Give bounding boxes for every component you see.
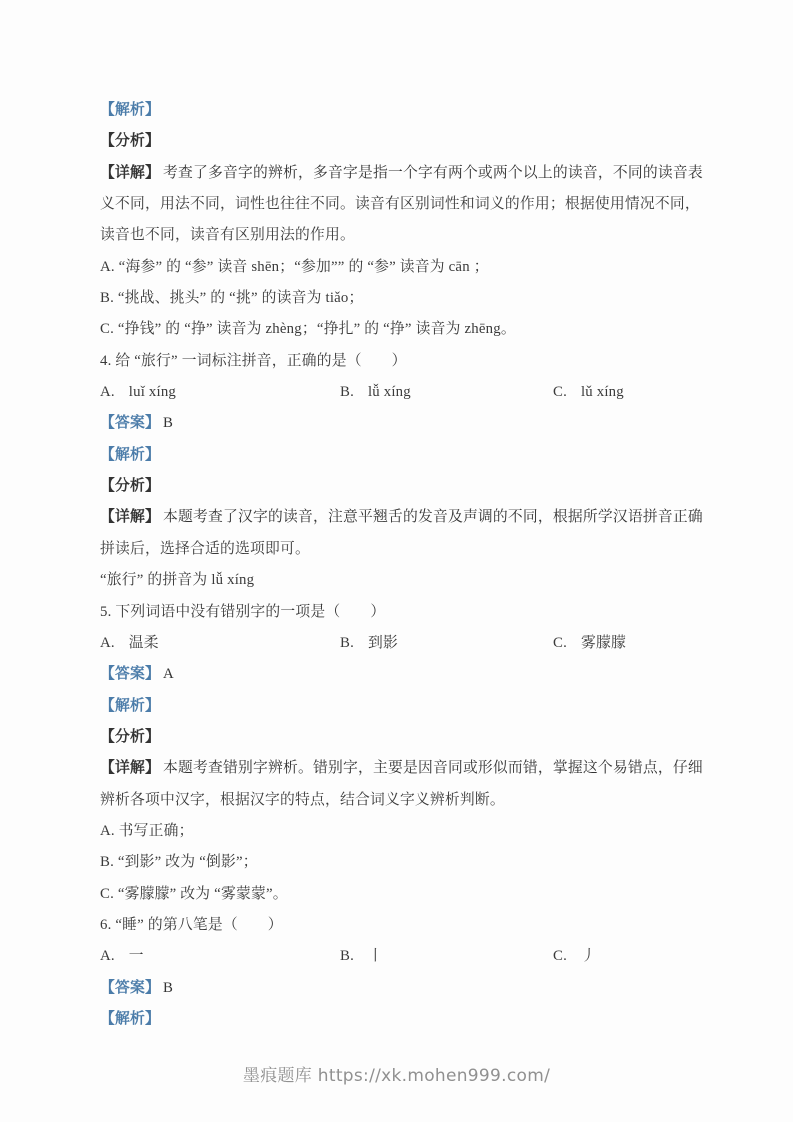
text-line: 拼读后，选择合适的选项即可。 xyxy=(100,540,310,557)
label-rest-text: 考查了多音字的辨析，多音字是指一个字有两个或两个以上的读音，不同的读音表 xyxy=(163,164,703,181)
text-line: 5. 下列词语中没有错别字的一项是（ ） xyxy=(100,603,386,620)
option-text: lǔ xíng xyxy=(580,384,624,401)
label-rest-text: B xyxy=(163,415,174,432)
text-line: 读音也不同，读音有区别用法的作用。 xyxy=(100,227,355,244)
bracket-label: 【详解】 xyxy=(100,760,160,777)
text-line: C. “雾朦朦” 改为 “雾蒙蒙”。 xyxy=(100,885,288,902)
option-text: 雾朦朦 xyxy=(580,634,626,651)
option-c xyxy=(553,628,626,659)
answer-line xyxy=(100,659,700,690)
option-letter: B. xyxy=(340,948,354,965)
bracket-label: 【详解】 xyxy=(100,164,160,181)
option-text: 丿 xyxy=(580,948,596,965)
answer-line xyxy=(100,408,700,439)
label-rest-text: A xyxy=(163,666,174,683)
bracket-label: 【解析】 xyxy=(100,102,160,118)
bracket-label: 【解析】 xyxy=(100,446,160,463)
section-label-line xyxy=(100,722,700,753)
text-line: “旅行” 的拼音为 lǚ xíng xyxy=(100,572,255,589)
options-row xyxy=(100,628,700,659)
option-letter: C. xyxy=(553,634,567,651)
label-rest-text: 本题考查错别字辨析。错别字，主要是因音同或形似而错，掌握这个易错点，仔细 xyxy=(163,760,703,777)
option-b xyxy=(340,377,411,408)
option-a xyxy=(100,377,176,408)
section-label-line xyxy=(100,1004,700,1035)
option-letter: A. xyxy=(100,634,115,651)
label-rest-text: B xyxy=(163,979,174,996)
answer-line xyxy=(100,158,703,189)
option-c xyxy=(553,941,596,972)
section-label-line xyxy=(100,471,700,502)
option-text: 到影 xyxy=(367,634,398,651)
option-a xyxy=(100,628,159,659)
watermark-text: 墨痕题库 https://xk.mohen999.com/ xyxy=(242,1066,551,1086)
bracket-label: 【解析】 xyxy=(100,697,160,714)
bracket-label: 【解析】 xyxy=(100,1010,160,1027)
option-text: 温柔 xyxy=(128,634,159,651)
options-row xyxy=(100,377,700,408)
text-line: 义不同，用法不同，词性也往往不同。读音有区别词性和词义的作用；根据使用情况不同， xyxy=(100,196,700,213)
option-b xyxy=(340,628,398,659)
section-label-line xyxy=(100,691,700,722)
option-text: lǚ xíng xyxy=(367,384,411,401)
bracket-label: 【答案】 xyxy=(100,979,160,996)
text-line: B. “到影” 改为 “倒影”； xyxy=(100,854,258,871)
bracket-label: 【分析】 xyxy=(100,478,160,495)
bracket-label: 【答案】 xyxy=(100,666,160,683)
option-letter: A. xyxy=(100,948,115,965)
option-letter: A. xyxy=(100,384,115,401)
option-b xyxy=(340,941,383,972)
text-line: B. “挑战、挑头” 的 “挑” 的读音为 tiǎo； xyxy=(100,290,364,307)
bracket-label: 【分析】 xyxy=(100,728,160,745)
answer-line xyxy=(100,973,700,1004)
section-label-line xyxy=(100,95,700,126)
options-row xyxy=(100,941,700,972)
section-label-line xyxy=(100,440,700,471)
option-letter: C. xyxy=(553,384,567,401)
text-line: C. “挣钱” 的 “挣” 读音为 zhèng；“挣扎” 的 “挣” 读音为 zhēng。 xyxy=(100,321,516,338)
option-text: 丨 xyxy=(367,948,383,965)
option-a xyxy=(100,941,144,972)
option-c xyxy=(553,377,624,408)
text-line: 4. 给 “旅行” 一词标注拼音，正确的是（ ） xyxy=(100,352,407,369)
text-line: A. 书写正确； xyxy=(100,822,194,839)
bracket-label: 【分析】 xyxy=(100,133,160,150)
option-text: luǐ xíng xyxy=(128,384,177,401)
option-text: 一 xyxy=(128,948,144,965)
bracket-label: 【答案】 xyxy=(100,415,160,432)
bracket-label: 【详解】 xyxy=(100,509,160,526)
text-line: 辨析各项中汉字，根据汉字的特点，结合词义字义辨析判断。 xyxy=(100,791,505,808)
text-line: 6. “睡” 的第八笔是（ ） xyxy=(100,916,283,933)
option-letter: C. xyxy=(553,948,567,965)
option-letter: B. xyxy=(340,384,354,401)
answer-line xyxy=(100,753,703,784)
text-line: A. “海参” 的 “参” 读音 shēn；“参加”” 的 “参” 读音为 cān ； xyxy=(100,258,489,275)
option-letter: B. xyxy=(340,634,354,651)
section-label-line xyxy=(100,126,700,157)
answer-line xyxy=(100,502,703,533)
page-footer xyxy=(0,1061,793,1086)
document-body xyxy=(100,95,703,1035)
label-rest-text: 本题考查了汉字的读音，注意平翘舌的发音及声调的不同，根据所学汉语拼音正确 xyxy=(163,509,703,526)
